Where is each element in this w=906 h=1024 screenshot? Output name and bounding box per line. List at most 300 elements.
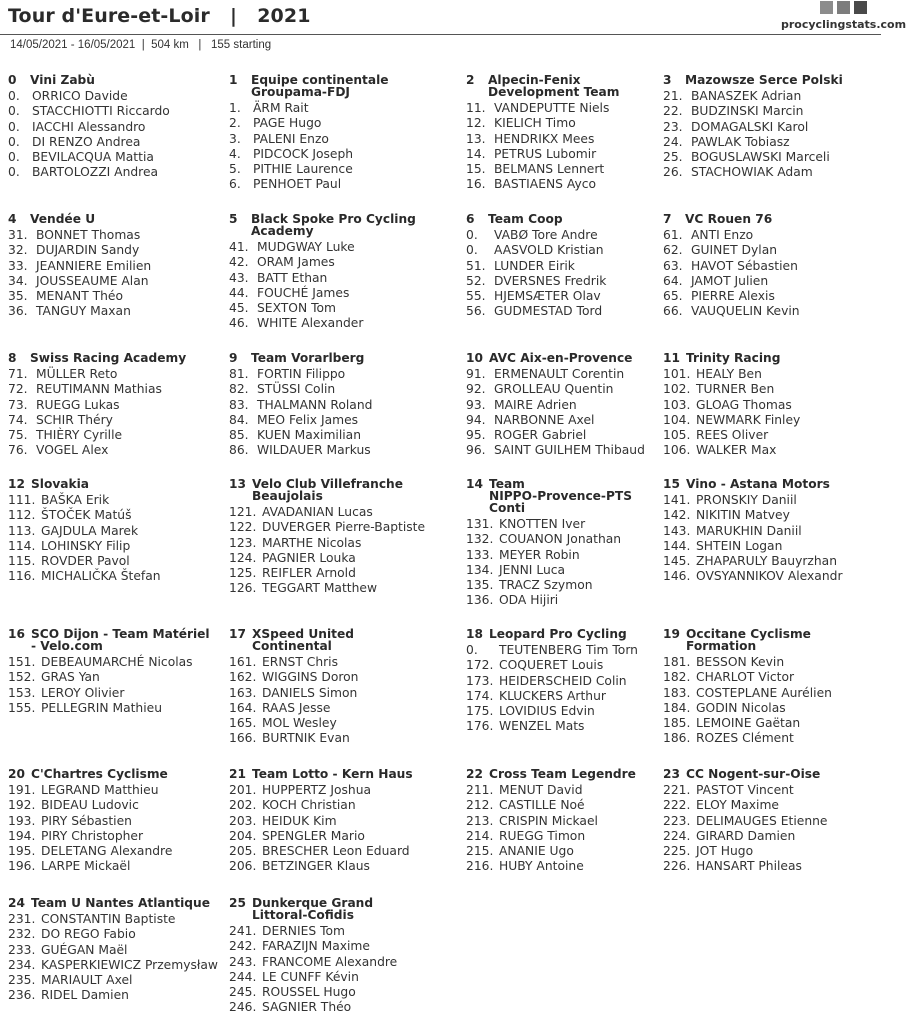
- rider-name[interactable]: PITHIE Laurence: [253, 162, 353, 177]
- rider-name[interactable]: CASTILLE Noé: [499, 798, 585, 813]
- rider-name[interactable]: VOGEL Alex: [36, 443, 109, 458]
- rider-name[interactable]: DI RENZO Andrea: [32, 134, 141, 149]
- rider-row[interactable]: [663, 783, 883, 798]
- rider-row[interactable]: [229, 783, 449, 798]
- team-name[interactable]: Swiss Racing Academy: [30, 351, 187, 365]
- rider-name[interactable]: MENUT David: [499, 783, 583, 797]
- rider-row[interactable]: [229, 670, 449, 685]
- rider-name[interactable]: COSTEPLANE Aurélien: [696, 685, 832, 700]
- rider-name[interactable]: JOT Hugo: [696, 844, 754, 859]
- rider-name[interactable]: FOUCHÉ James: [257, 285, 350, 300]
- rider-row[interactable]: [466, 563, 686, 578]
- rider-row[interactable]: [663, 493, 883, 508]
- team-name[interactable]: Mazowsze Serce Polski: [685, 73, 843, 87]
- rider-row[interactable]: [8, 428, 228, 443]
- rider-row[interactable]: [8, 814, 228, 829]
- rider-name[interactable]: LEMOINE Gaëtan: [696, 716, 801, 731]
- rider-name[interactable]: BIDEAU Ludovic: [41, 798, 139, 813]
- rider-row[interactable]: [8, 686, 228, 701]
- rider-row[interactable]: [466, 398, 686, 413]
- rider-row[interactable]: [229, 301, 449, 316]
- rider-name[interactable]: SPENGLER Mario: [262, 828, 365, 843]
- rider-name[interactable]: VAUQUELIN Kevin: [691, 304, 800, 319]
- rider-name[interactable]: HENDRIKX Mees: [494, 131, 595, 146]
- rider-name[interactable]: NIKITIN Matvey: [696, 508, 790, 523]
- rider-row[interactable]: [466, 643, 686, 658]
- rider-name[interactable]: REUTIMANN Mathias: [36, 382, 162, 397]
- rider-row[interactable]: [8, 912, 228, 927]
- rider-row[interactable]: [229, 655, 449, 670]
- rider-name[interactable]: RIDEL Damien: [41, 988, 129, 1003]
- rider-row[interactable]: [229, 147, 449, 162]
- rider-name[interactable]: BARTOLOZZI Andrea: [32, 165, 159, 180]
- rider-row[interactable]: [663, 508, 883, 523]
- rider-row[interactable]: [229, 924, 449, 939]
- rider-name[interactable]: BURTNIK Evan: [262, 731, 350, 746]
- team-name[interactable]: Trinity Racing: [686, 351, 781, 365]
- team-name[interactable]: AVC Aix-en-Provence: [489, 351, 633, 365]
- rider-row[interactable]: [663, 382, 883, 397]
- rider-row[interactable]: [466, 243, 686, 258]
- team-name[interactable]: C'Chartres Cyclisme: [31, 767, 168, 781]
- rider-name[interactable]: BONNET Thomas: [36, 228, 141, 242]
- rider-row[interactable]: [466, 443, 686, 458]
- rider-name[interactable]: HAVOT Sébastien: [691, 258, 798, 273]
- rider-row[interactable]: [663, 554, 883, 569]
- rider-row[interactable]: [8, 783, 228, 798]
- rider-row[interactable]: [663, 289, 883, 304]
- rider-name[interactable]: AASVOLD Kristian: [494, 243, 604, 258]
- rider-row[interactable]: [229, 581, 449, 596]
- rider-row[interactable]: [8, 493, 228, 508]
- rider-name[interactable]: THIÈRY Cyrille: [36, 428, 123, 443]
- rider-row[interactable]: [466, 177, 686, 192]
- rider-row[interactable]: [8, 798, 228, 813]
- rider-name[interactable]: MOL Wesley: [262, 716, 337, 731]
- rider-name[interactable]: BUDZINSKI Marcin: [691, 104, 804, 119]
- rider-row[interactable]: [229, 367, 449, 382]
- rider-name[interactable]: HUBY Antoine: [499, 859, 584, 874]
- rider-name[interactable]: HUPPERTZ Joshua: [262, 783, 372, 797]
- rider-name[interactable]: REES Oliver: [696, 428, 769, 443]
- rider-name[interactable]: ROGER Gabriel: [494, 428, 587, 443]
- rider-row[interactable]: [229, 398, 449, 413]
- rider-name[interactable]: FRANCOME Alexandre: [262, 954, 398, 969]
- rider-row[interactable]: [229, 177, 449, 192]
- rider-row[interactable]: [229, 798, 449, 813]
- rider-row[interactable]: [466, 798, 686, 813]
- team-name[interactable]: Dunkerque Grand Littoral-Cofidis: [252, 896, 374, 922]
- rider-row[interactable]: [229, 985, 449, 1000]
- rider-name[interactable]: SAINT GUILHEM Thibaud: [494, 443, 645, 458]
- rider-name[interactable]: MARIAULT Axel: [41, 973, 133, 988]
- rider-name[interactable]: TANGUY Maxan: [36, 304, 131, 319]
- rider-row[interactable]: [466, 228, 686, 243]
- rider-row[interactable]: [8, 274, 228, 289]
- rider-row[interactable]: [229, 116, 449, 131]
- rider-name[interactable]: TEUTENBERG Tim Torn: [499, 643, 638, 657]
- rider-row[interactable]: [663, 104, 883, 119]
- rider-row[interactable]: [663, 731, 883, 746]
- rider-name[interactable]: ŠTOČEK Matúš: [41, 508, 132, 523]
- rider-name[interactable]: KUEN Maximilian: [257, 428, 362, 443]
- rider-row[interactable]: [663, 274, 883, 289]
- rider-row[interactable]: [466, 829, 686, 844]
- rider-name[interactable]: GODIN Nicolas: [696, 700, 786, 715]
- rider-name[interactable]: PALENI Enzo: [253, 131, 329, 146]
- rider-row[interactable]: [8, 927, 228, 942]
- rider-name[interactable]: ANTI Enzo: [691, 228, 754, 242]
- rider-name[interactable]: BELMANS Lennert: [494, 162, 605, 177]
- rider-name[interactable]: MEO Felix James: [257, 412, 359, 427]
- rider-name[interactable]: PELLEGRIN Mathieu: [41, 700, 162, 715]
- rider-name[interactable]: CRISPIN Mickael: [499, 813, 598, 828]
- rider-row[interactable]: [663, 655, 883, 670]
- rider-name[interactable]: VABØ Tore Andre: [494, 228, 598, 242]
- rider-name[interactable]: PIRY Sébastien: [41, 813, 132, 828]
- team-name[interactable]: Vino - Astana Motors: [686, 477, 830, 491]
- rider-name[interactable]: DANIELS Simon: [262, 685, 358, 700]
- team-name[interactable]: XSpeed United Continental: [252, 627, 354, 653]
- rider-row[interactable]: [8, 413, 228, 428]
- rider-row[interactable]: [466, 413, 686, 428]
- rider-name[interactable]: RAAS Jesse: [262, 700, 331, 715]
- rider-name[interactable]: BEVILACQUA Mattia: [32, 150, 154, 165]
- rider-row[interactable]: [229, 428, 449, 443]
- rider-row[interactable]: [8, 844, 228, 859]
- rider-row[interactable]: [663, 259, 883, 274]
- rider-name[interactable]: RUEGG Timon: [499, 828, 586, 843]
- rider-name[interactable]: TEGGART Matthew: [262, 581, 378, 596]
- rider-row[interactable]: [663, 398, 883, 413]
- rider-row[interactable]: [466, 719, 686, 734]
- rider-row[interactable]: [466, 428, 686, 443]
- rider-name[interactable]: MEYER Robin: [499, 547, 580, 562]
- rider-name[interactable]: FORTIN Filippo: [257, 367, 346, 381]
- rider-row[interactable]: [466, 844, 686, 859]
- rider-name[interactable]: PAWLAK Tobiasz: [691, 134, 790, 149]
- rider-row[interactable]: [229, 255, 449, 270]
- rider-row[interactable]: [229, 970, 449, 985]
- rider-name[interactable]: BANASZEK Adrian: [691, 89, 802, 103]
- rider-row[interactable]: [663, 859, 883, 874]
- rider-row[interactable]: [466, 548, 686, 563]
- rider-name[interactable]: SHTEIN Logan: [696, 538, 783, 553]
- team-name[interactable]: Velo Club Villefranche Beaujolais: [252, 477, 403, 503]
- rider-row[interactable]: [663, 243, 883, 258]
- rider-name[interactable]: STACHOWIAK Adam: [691, 165, 813, 180]
- team-name[interactable]: Team U Nantes Atlantique: [31, 896, 210, 910]
- team-name[interactable]: Alpecin-Fenix Development Team: [488, 73, 620, 99]
- rider-row[interactable]: [466, 658, 686, 673]
- rider-name[interactable]: DELIMAUGES Etienne: [696, 813, 828, 828]
- rider-name[interactable]: PENHOET Paul: [253, 177, 342, 192]
- rider-name[interactable]: MARTHE Nicolas: [262, 535, 362, 550]
- rider-name[interactable]: BOGUSLAWSKI Marceli: [691, 150, 830, 165]
- rider-name[interactable]: ODA Hijiri: [499, 593, 559, 608]
- rider-name[interactable]: PAGE Hugo: [253, 116, 322, 131]
- rider-name[interactable]: COUANON Jonathan: [499, 532, 622, 547]
- rider-row[interactable]: [663, 120, 883, 135]
- rider-row[interactable]: [229, 716, 449, 731]
- rider-row[interactable]: [8, 655, 228, 670]
- rider-row[interactable]: [229, 731, 449, 746]
- rider-name[interactable]: CONSTANTIN Baptiste: [41, 912, 176, 926]
- rider-row[interactable]: [466, 532, 686, 547]
- rider-row[interactable]: [229, 162, 449, 177]
- rider-name[interactable]: SEXTON Tom: [257, 301, 337, 316]
- rider-name[interactable]: DO REGO Fabio: [41, 927, 136, 942]
- rider-row[interactable]: [8, 289, 228, 304]
- team-name[interactable]: Occitane Cyclisme Formation: [686, 627, 811, 653]
- rider-name[interactable]: ANANIE Ugo: [499, 844, 574, 859]
- rider-row[interactable]: [466, 689, 686, 704]
- rider-name[interactable]: DOMAGALSKI Karol: [691, 119, 809, 134]
- rider-name[interactable]: CHARLOT Victor: [696, 670, 795, 685]
- rider-name[interactable]: ZHAPARULY Bauyrzhan: [696, 554, 837, 569]
- rider-name[interactable]: GLOAG Thomas: [696, 397, 792, 412]
- rider-name[interactable]: JEANNIERE Emilien: [36, 258, 152, 273]
- rider-name[interactable]: WALKER Max: [696, 443, 777, 458]
- rider-row[interactable]: [663, 701, 883, 716]
- rider-row[interactable]: [663, 150, 883, 165]
- rider-name[interactable]: ÄRM Rait: [253, 101, 309, 115]
- rider-name[interactable]: HANSART Phileas: [696, 859, 802, 874]
- rider-name[interactable]: GRAS Yan: [41, 670, 100, 685]
- rider-row[interactable]: [663, 443, 883, 458]
- rider-row[interactable]: [663, 304, 883, 319]
- rider-name[interactable]: WENZEL Mats: [499, 719, 585, 734]
- rider-row[interactable]: [466, 674, 686, 689]
- rider-row[interactable]: [8, 398, 228, 413]
- rider-name[interactable]: PRONSKIY Daniil: [696, 493, 797, 507]
- rider-row[interactable]: [229, 101, 449, 116]
- rider-row[interactable]: [229, 443, 449, 458]
- rider-name[interactable]: LOVIDIUS Edvin: [499, 704, 595, 719]
- rider-row[interactable]: [466, 367, 686, 382]
- team-name[interactable]: Cross Team Legendre: [489, 767, 636, 781]
- rider-row[interactable]: [229, 844, 449, 859]
- rider-name[interactable]: AVADANIAN Lucas: [262, 505, 373, 519]
- rider-name[interactable]: IACCHI Alessandro: [32, 119, 146, 134]
- rider-row[interactable]: [8, 988, 228, 1003]
- rider-row[interactable]: [8, 859, 228, 874]
- rider-row[interactable]: [663, 135, 883, 150]
- rider-name[interactable]: DERNIES Tom: [262, 924, 346, 938]
- rider-name[interactable]: GROLLEAU Quentin: [494, 382, 614, 397]
- rider-name[interactable]: REIFLER Arnold: [262, 566, 356, 581]
- rider-row[interactable]: [663, 524, 883, 539]
- rider-name[interactable]: LE CUNFF Kévin: [262, 969, 359, 984]
- rider-name[interactable]: ROUSSEL Hugo: [262, 985, 356, 1000]
- rider-row[interactable]: [229, 566, 449, 581]
- rider-row[interactable]: [229, 382, 449, 397]
- rider-name[interactable]: STÜSSI Colin: [257, 382, 336, 397]
- rider-row[interactable]: [466, 162, 686, 177]
- team-name[interactable]: Team Lotto - Kern Haus: [252, 767, 413, 781]
- rider-name[interactable]: ROZES Clément: [696, 731, 794, 746]
- team-name[interactable]: Team Vorarlberg: [251, 351, 365, 365]
- rider-row[interactable]: [663, 829, 883, 844]
- rider-row[interactable]: [466, 132, 686, 147]
- rider-row[interactable]: [466, 704, 686, 719]
- rider-row[interactable]: [229, 520, 449, 535]
- rider-name[interactable]: DVERSNES Fredrik: [494, 273, 607, 288]
- rider-row[interactable]: [466, 814, 686, 829]
- rider-name[interactable]: ORAM James: [257, 255, 335, 270]
- rider-row[interactable]: [663, 89, 883, 104]
- rider-row[interactable]: [229, 955, 449, 970]
- rider-name[interactable]: GUINET Dylan: [691, 243, 778, 258]
- rider-row[interactable]: [229, 286, 449, 301]
- rider-name[interactable]: BATT Ethan: [257, 270, 328, 285]
- rider-name[interactable]: THALMANN Roland: [257, 397, 373, 412]
- rider-row[interactable]: [663, 844, 883, 859]
- rider-row[interactable]: [8, 243, 228, 258]
- rider-row[interactable]: [663, 670, 883, 685]
- rider-row[interactable]: [8, 165, 228, 180]
- rider-row[interactable]: [663, 539, 883, 554]
- rider-row[interactable]: [8, 135, 228, 150]
- rider-row[interactable]: [8, 508, 228, 523]
- rider-row[interactable]: [663, 814, 883, 829]
- rider-row[interactable]: [8, 228, 228, 243]
- rider-name[interactable]: TRACZ Szymon: [499, 578, 593, 593]
- rider-row[interactable]: [8, 943, 228, 958]
- rider-row[interactable]: [663, 228, 883, 243]
- rider-name[interactable]: MICHALIČKA Štefan: [41, 569, 161, 584]
- rider-row[interactable]: [663, 569, 883, 584]
- rider-name[interactable]: SAGNIER Théo: [262, 1000, 352, 1015]
- team-name[interactable]: Team NIPPO-Provence-PTS Conti: [489, 477, 633, 515]
- rider-row[interactable]: [466, 304, 686, 319]
- team-name[interactable]: Team Coop: [488, 212, 563, 226]
- rider-name[interactable]: SCHIR Théry: [36, 412, 113, 427]
- rider-name[interactable]: BETZINGER Klaus: [262, 859, 370, 874]
- team-name[interactable]: Equipe continentale Groupama-FDJ: [251, 73, 389, 99]
- rider-row[interactable]: [466, 593, 686, 608]
- rider-row[interactable]: [8, 367, 228, 382]
- rider-row[interactable]: [8, 958, 228, 973]
- rider-row[interactable]: [229, 240, 449, 255]
- rider-name[interactable]: TURNER Ben: [696, 382, 775, 397]
- rider-name[interactable]: DEBEAUMARCHÉ Nicolas: [41, 655, 193, 669]
- rider-name[interactable]: DUJARDIN Sandy: [36, 243, 140, 258]
- rider-name[interactable]: ROVDER Pavol: [41, 554, 130, 569]
- rider-name[interactable]: LARPE Mickaël: [41, 859, 131, 874]
- rider-row[interactable]: [229, 829, 449, 844]
- rider-name[interactable]: FARAZIJN Maxime: [262, 939, 370, 954]
- rider-name[interactable]: NEWMARK Finley: [696, 412, 801, 427]
- rider-row[interactable]: [8, 524, 228, 539]
- rider-row[interactable]: [663, 798, 883, 813]
- rider-row[interactable]: [8, 670, 228, 685]
- rider-name[interactable]: PETRUS Lubomir: [494, 146, 597, 161]
- rider-name[interactable]: KNOTTEN Iver: [499, 517, 586, 531]
- team-name[interactable]: Vini Zabù: [30, 73, 95, 87]
- rider-row[interactable]: [229, 536, 449, 551]
- rider-row[interactable]: [229, 859, 449, 874]
- rider-name[interactable]: MARUKHIN Daniil: [696, 523, 802, 538]
- rider-row[interactable]: [663, 428, 883, 443]
- rider-name[interactable]: GAJDULA Marek: [41, 523, 139, 538]
- rider-name[interactable]: KASPERKIEWICZ Przemysław: [41, 957, 218, 972]
- rider-name[interactable]: RUEGG Lukas: [36, 397, 120, 412]
- rider-row[interactable]: [8, 829, 228, 844]
- team-name[interactable]: CC Nogent-sur-Oise: [686, 767, 821, 781]
- team-name[interactable]: Black Spoke Pro Cycling Academy: [251, 212, 416, 238]
- rider-name[interactable]: LEGRAND Matthieu: [41, 783, 159, 797]
- rider-row[interactable]: [8, 120, 228, 135]
- rider-name[interactable]: DELETANG Alexandre: [41, 844, 173, 859]
- rider-name[interactable]: JOUSSEAUME Alan: [36, 273, 149, 288]
- rider-row[interactable]: [466, 517, 686, 532]
- rider-name[interactable]: MAIRE Adrien: [494, 397, 577, 412]
- rider-name[interactable]: LEROY Olivier: [41, 685, 125, 700]
- rider-row[interactable]: [229, 701, 449, 716]
- rider-row[interactable]: [229, 1000, 449, 1015]
- rider-name[interactable]: GUDMESTAD Tord: [494, 304, 603, 319]
- rider-name[interactable]: NARBONNE Axel: [494, 412, 595, 427]
- rider-row[interactable]: [8, 304, 228, 319]
- rider-row[interactable]: [8, 104, 228, 119]
- rider-row[interactable]: [466, 783, 686, 798]
- rider-row[interactable]: [466, 101, 686, 116]
- rider-row[interactable]: [229, 505, 449, 520]
- rider-name[interactable]: HEALY Ben: [696, 367, 762, 381]
- rider-name[interactable]: JENNI Luca: [499, 562, 566, 577]
- rider-row[interactable]: [8, 569, 228, 584]
- rider-row[interactable]: [466, 578, 686, 593]
- rider-name[interactable]: HJEMSÆTER Olav: [494, 289, 601, 304]
- rider-name[interactable]: ELOY Maxime: [696, 798, 779, 813]
- rider-row[interactable]: [663, 413, 883, 428]
- rider-name[interactable]: ERNST Chris: [262, 655, 338, 669]
- rider-name[interactable]: PASTOT Vincent: [696, 783, 794, 797]
- rider-name[interactable]: PIRY Christopher: [41, 828, 144, 843]
- rider-row[interactable]: [229, 316, 449, 331]
- rider-row[interactable]: [8, 382, 228, 397]
- rider-row[interactable]: [8, 701, 228, 716]
- rider-name[interactable]: BESSON Kevin: [696, 655, 785, 669]
- team-name[interactable]: VC Rouen 76: [685, 212, 773, 226]
- rider-row[interactable]: [8, 259, 228, 274]
- rider-name[interactable]: ERMENAULT Corentin: [494, 367, 625, 381]
- rider-row[interactable]: [663, 367, 883, 382]
- rider-row[interactable]: [8, 150, 228, 165]
- rider-row[interactable]: [8, 89, 228, 104]
- rider-name[interactable]: PAGNIER Louka: [262, 550, 356, 565]
- rider-row[interactable]: [466, 116, 686, 131]
- rider-name[interactable]: KOCH Christian: [262, 798, 356, 813]
- rider-name[interactable]: BRESCHER Leon Eduard: [262, 844, 410, 859]
- team-name[interactable]: Vendée U: [30, 212, 96, 226]
- rider-row[interactable]: [229, 551, 449, 566]
- rider-name[interactable]: GIRARD Damien: [696, 828, 796, 843]
- rider-name[interactable]: BASTIAENS Ayco: [494, 177, 597, 192]
- rider-name[interactable]: WHITE Alexander: [257, 316, 364, 331]
- rider-row[interactable]: [8, 443, 228, 458]
- rider-row[interactable]: [229, 132, 449, 147]
- rider-name[interactable]: WIGGINS Doron: [262, 670, 359, 685]
- rider-name[interactable]: BAŠKA Erik: [41, 493, 110, 507]
- rider-name[interactable]: STACCHIOTTI Riccardo: [32, 104, 170, 119]
- team-name[interactable]: SCO Dijon - Team Matériel - Velo.com: [31, 627, 210, 653]
- rider-row[interactable]: [466, 147, 686, 162]
- rider-row[interactable]: [229, 939, 449, 954]
- rider-row[interactable]: [8, 973, 228, 988]
- rider-name[interactable]: HEIDERSCHEID Colin: [499, 673, 627, 688]
